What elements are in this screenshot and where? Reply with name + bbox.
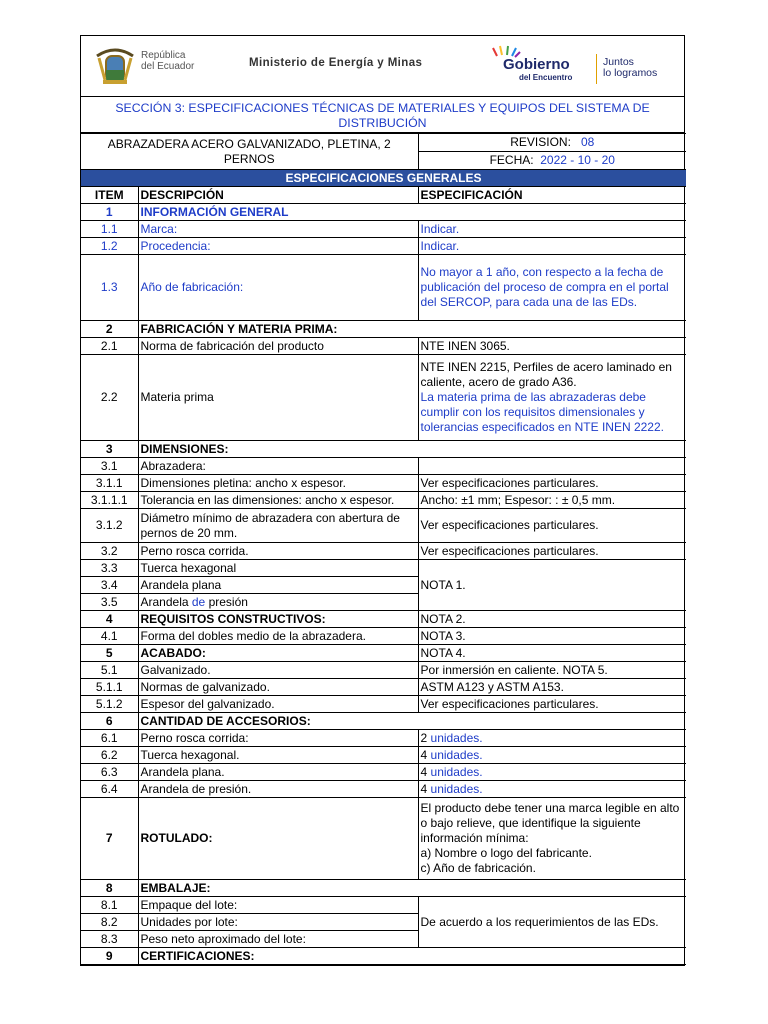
revision-value: 08 [580, 135, 595, 149]
table-row: 8.2 Unidades por lote: [81, 914, 686, 931]
table-row: 2.1 Norma de fabricación del producto NTE INEN 3065. [81, 338, 686, 355]
ministry-name: Ministerio de Energía y Minas [249, 57, 423, 69]
table-row: 3.1.1.1 Tolerancia en las dimensiones: ancho x espesor. Ancho: ±1 mm; Espesor: : ± 0,5 mm. [81, 492, 686, 509]
table-row: 7 ROTULADO: El producto debe tener una marca legible en alto o bajo relieve, que identifique la siguiente información mínima: a) Nombre o logo del fabricante. c) Año de fabricación. [81, 798, 686, 880]
table-row: 6.1 Perno rosca corrida: 2 unidades. [81, 730, 686, 747]
table-row: 2.2 Materia prima NTE INEN 2215, Perfiles de acero laminado en caliente, acero de grado A36. La materia prima de las abrazaderas debe cumplir con los requisitos dimensionales y tolerancias especificados en NTE INEN 2222. [81, 355, 686, 441]
table-row: 3.2 Perno rosca corrida. Ver especificaciones particulares. [81, 543, 686, 560]
spec-sheet [80, 35, 685, 966]
table-row: 3.3 Tuerca hexagonal NOTA 1. [81, 560, 686, 577]
date-line: FECHA: 2022 - 10 - 20 [489, 153, 615, 167]
gobierno-sub: del Encuentro [519, 73, 573, 82]
table-row: 6.3 Arandela plana. 4 unidades. [81, 764, 686, 781]
col-spec: ESPECIFICACIÓN [418, 187, 686, 204]
table-row: 4.1 Forma del dobles medio de la abrazadera. NOTA 3. [81, 628, 686, 645]
logo-separator [596, 54, 597, 84]
table-row: 6 CANTIDAD DE ACCESORIOS: [81, 713, 686, 730]
table-row: 1.3 Año de fabricación: No mayor a 1 año, con respecto a la fecha de publicación del proceso de compra en el portal del SERCOP, para cada una de las EDs. [81, 255, 686, 321]
table-row: 3.1.1 Dimensiones pletina: ancho x espesor. Ver especificaciones particulares. [81, 475, 686, 492]
revision-line: REVISION: 08 [419, 134, 687, 152]
section-band: ESPECIFICACIONES GENERALES [81, 170, 686, 187]
tagline: Juntos lo logramos [603, 56, 658, 79]
column-header-row [81, 187, 686, 204]
table-row: 4 REQUISITOS CONSTRUCTIVOS: NOTA 2. [81, 611, 686, 628]
gobierno-text: Gobierno [503, 56, 570, 73]
table-row: 1 INFORMACIÓN GENERAL [81, 204, 686, 221]
product-name: ABRAZADERA ACERO GALVANIZADO, PLETINA, 2 PERNOS [81, 134, 418, 170]
table-row: 3.5 Arandela de presión [81, 594, 686, 611]
table-row: 3.1.2 Diámetro mínimo de abrazadera con abertura de pernos de 20 mm. Ver especificaciones particulares. [81, 509, 686, 543]
table-row: 5 ACABADO: NOTA 4. [81, 645, 686, 662]
table-row: 5.1.1 Normas de galvanizado. ASTM A123 y ASTM A153. [81, 679, 686, 696]
date-value: 2022 - 10 - 20 [540, 153, 615, 167]
table-row: 8.1 Empaque del lote: De acuerdo a los requerimientos de las EDs. [81, 897, 686, 914]
spec-table [81, 133, 686, 965]
table-row: 3.4 Arandela plana [81, 577, 686, 594]
table-row: 5.1 Galvanizado. Por inmersión en caliente. NOTA 5. [81, 662, 686, 679]
gobierno-logo [491, 44, 676, 90]
coat-of-arms-icon [93, 44, 137, 88]
table-row: 3 DIMENSIONES: [81, 441, 686, 458]
table-row: 6.4 Arandela de presión. 4 unidades. [81, 781, 686, 798]
col-desc: DESCRIPCIÓN [138, 187, 418, 204]
table-row: 1.1 Marca: Indicar. [81, 221, 686, 238]
republic-text: República del Ecuador [141, 50, 195, 72]
table-row: 1.2 Procedencia: Indicar. [81, 238, 686, 255]
section-title: SECCIÓN 3: ESPECIFICACIONES TÉCNICAS DE MATERIALES Y EQUIPOS DEL SISTEMA DE DISTRIBUCIÓN [81, 97, 684, 133]
table-row: 8.3 Peso neto aproximado del lote: [81, 931, 686, 948]
col-item: ITEM [81, 187, 138, 204]
table-row: 6.2 Tuerca hexagonal. 4 unidades. [81, 747, 686, 764]
document-header [81, 36, 684, 97]
table-row: 9 CERTIFICACIONES: [81, 948, 686, 965]
table-row: 2 FABRICACIÓN Y MATERIA PRIMA: [81, 321, 686, 338]
table-row: 5.1.2 Espesor del galvanizado. Ver especificaciones particulares. [81, 696, 686, 713]
table-row: 3.1 Abrazadera: [81, 458, 686, 475]
table-row: 8 EMBALAJE: [81, 880, 686, 897]
